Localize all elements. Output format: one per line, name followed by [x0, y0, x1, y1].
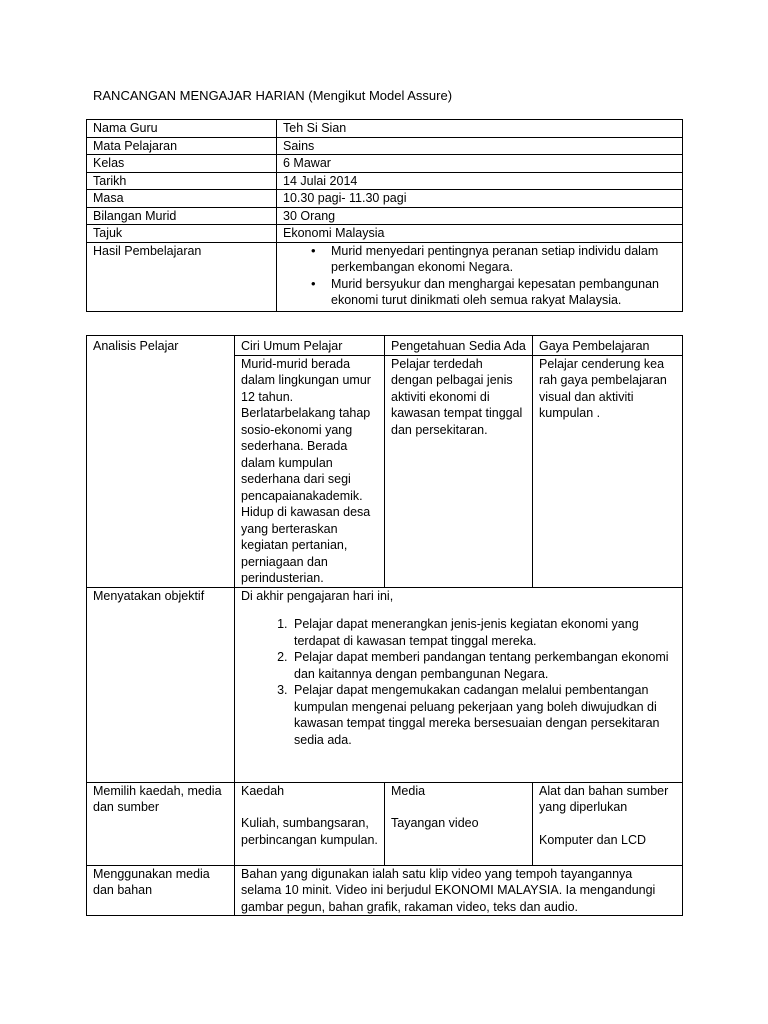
info-row-mata-pelajaran: [87, 137, 683, 155]
media-bahan-row: [87, 865, 683, 916]
info-label: Bilangan Murid: [87, 207, 277, 225]
pengetahuan-cell: Pelajar terdedah dengan pelbagai jenis aktiviti ekonomi di kawasan tempat tinggal dan persekitaran.: [385, 355, 533, 587]
info-label: Tajuk: [87, 225, 277, 243]
objektif-row: [87, 587, 683, 782]
list-item: • Murid bersyukur dan menghargai kepesatan pembangunan ekonomi turut dinikmati oleh semua rakyat Malaysia.: [331, 276, 676, 309]
info-label: Mata Pelajaran: [87, 137, 277, 155]
media-bahan-cell: Bahan yang digunakan ialah satu klip video yang tempoh tayangannya selama 10 minit. Video ini berjudul EKONOMI MALAYSIA. Ia mengandungi gambar pegun, bahan grafik, rakaman video, teks dan audio.: [235, 865, 683, 916]
info-value: Teh Si Sian: [277, 120, 683, 138]
info-label: Tarikh: [87, 172, 277, 190]
info-table: [86, 119, 683, 312]
hasil-list: [283, 243, 676, 309]
kaedah-row: [87, 782, 683, 865]
info-row-tajuk: [87, 225, 683, 243]
info-row-masa: [87, 190, 683, 208]
info-value: 30 Orang: [277, 207, 683, 225]
objektif-list: [241, 616, 676, 748]
analisis-label: Analisis Pelajar: [87, 336, 235, 588]
info-value: 6 Mawar: [277, 155, 683, 173]
list-item: • Murid menyedari pentingnya peranan setiap individu dalam perkembangan ekonomi Negara.: [331, 243, 676, 276]
kaedah-body: Kuliah, sumbangsaran, perbincangan kumpulan.: [241, 816, 378, 847]
alat-cell: [533, 782, 683, 865]
kaedah-cell: [235, 782, 385, 865]
info-label: Masa: [87, 190, 277, 208]
column-header: Ciri Umum Pelajar: [235, 336, 385, 356]
info-label: Hasil Pembelajaran: [87, 242, 277, 311]
objektif-intro: Di akhir pengajaran hari ini,: [241, 588, 394, 603]
info-row-kelas: [87, 155, 683, 173]
list-item: 2. Pelajar dapat memberi pandangan tentang perkembangan ekonomi dan kaitannya dengan pembangunan Negara.: [291, 649, 676, 682]
info-row-bilangan-murid: [87, 207, 683, 225]
media-bahan-label: Menggunakan media dan bahan: [87, 865, 235, 916]
alat-body: Komputer dan LCD: [539, 832, 647, 847]
kaedah-label: Memilih kaedah, media dan sumber: [87, 782, 235, 865]
analisis-header-row: [87, 336, 683, 356]
column-header: Pengetahuan Sedia Ada: [385, 336, 533, 356]
info-row-hasil-pembelajaran: [87, 242, 683, 311]
kaedah-head: Kaedah: [241, 783, 285, 798]
media-cell: [385, 782, 533, 865]
info-label: Nama Guru: [87, 120, 277, 138]
media-body: Tayangan video: [391, 816, 479, 830]
info-row-tarikh: [87, 172, 683, 190]
list-item: 1. Pelajar dapat menerangkan jenis-jenis kegiatan ekonomi yang terdapat di kawasan tempat tinggal mereka.: [291, 616, 676, 649]
objektif-cell: [235, 587, 683, 782]
document-title: RANCANGAN MENGAJAR HARIAN (Mengikut Model Assure): [93, 88, 453, 103]
gaya-cell: Pelajar cenderung kea rah gaya pembelajaran visual dan aktiviti kumpulan .: [533, 355, 683, 587]
info-value: 10.30 pagi- 11.30 pagi: [277, 190, 683, 208]
info-value: 14 Julai 2014: [277, 172, 683, 190]
column-header: Gaya Pembelajaran: [533, 336, 683, 356]
info-label: Kelas: [87, 155, 277, 173]
objektif-label: Menyatakan objektif: [87, 587, 235, 782]
plan-table: [86, 335, 683, 916]
list-item: 3. Pelajar dapat mengemukakan cadangan melalui pembentangan kumpulan mengenai peluang pekerjaan yang boleh diwujudkan di kawasan tempat tinggal mereka bersesuaian dengan persekitaran sedia ada.: [291, 682, 676, 748]
alat-head: Alat dan bahan sumber yang diperlukan: [539, 783, 669, 814]
info-value: Sains: [277, 137, 683, 155]
info-row-nama-guru: [87, 120, 683, 138]
ciri-umum-cell: Murid-murid berada dalam lingkungan umur 12 tahun. Berlatarbelakang tahap sosio-ekonomi yang sederhana. Berada dalam kumpulan sederhana dari segi pencapaianakademik. Hidup di kawasan desa yang berteraskan kegiatan pertanian, perniagaan dan perindusterian.: [235, 355, 385, 587]
media-head: Media: [391, 783, 426, 798]
info-value: Ekonomi Malaysia: [277, 225, 683, 243]
hasil-list-cell: [277, 242, 683, 311]
